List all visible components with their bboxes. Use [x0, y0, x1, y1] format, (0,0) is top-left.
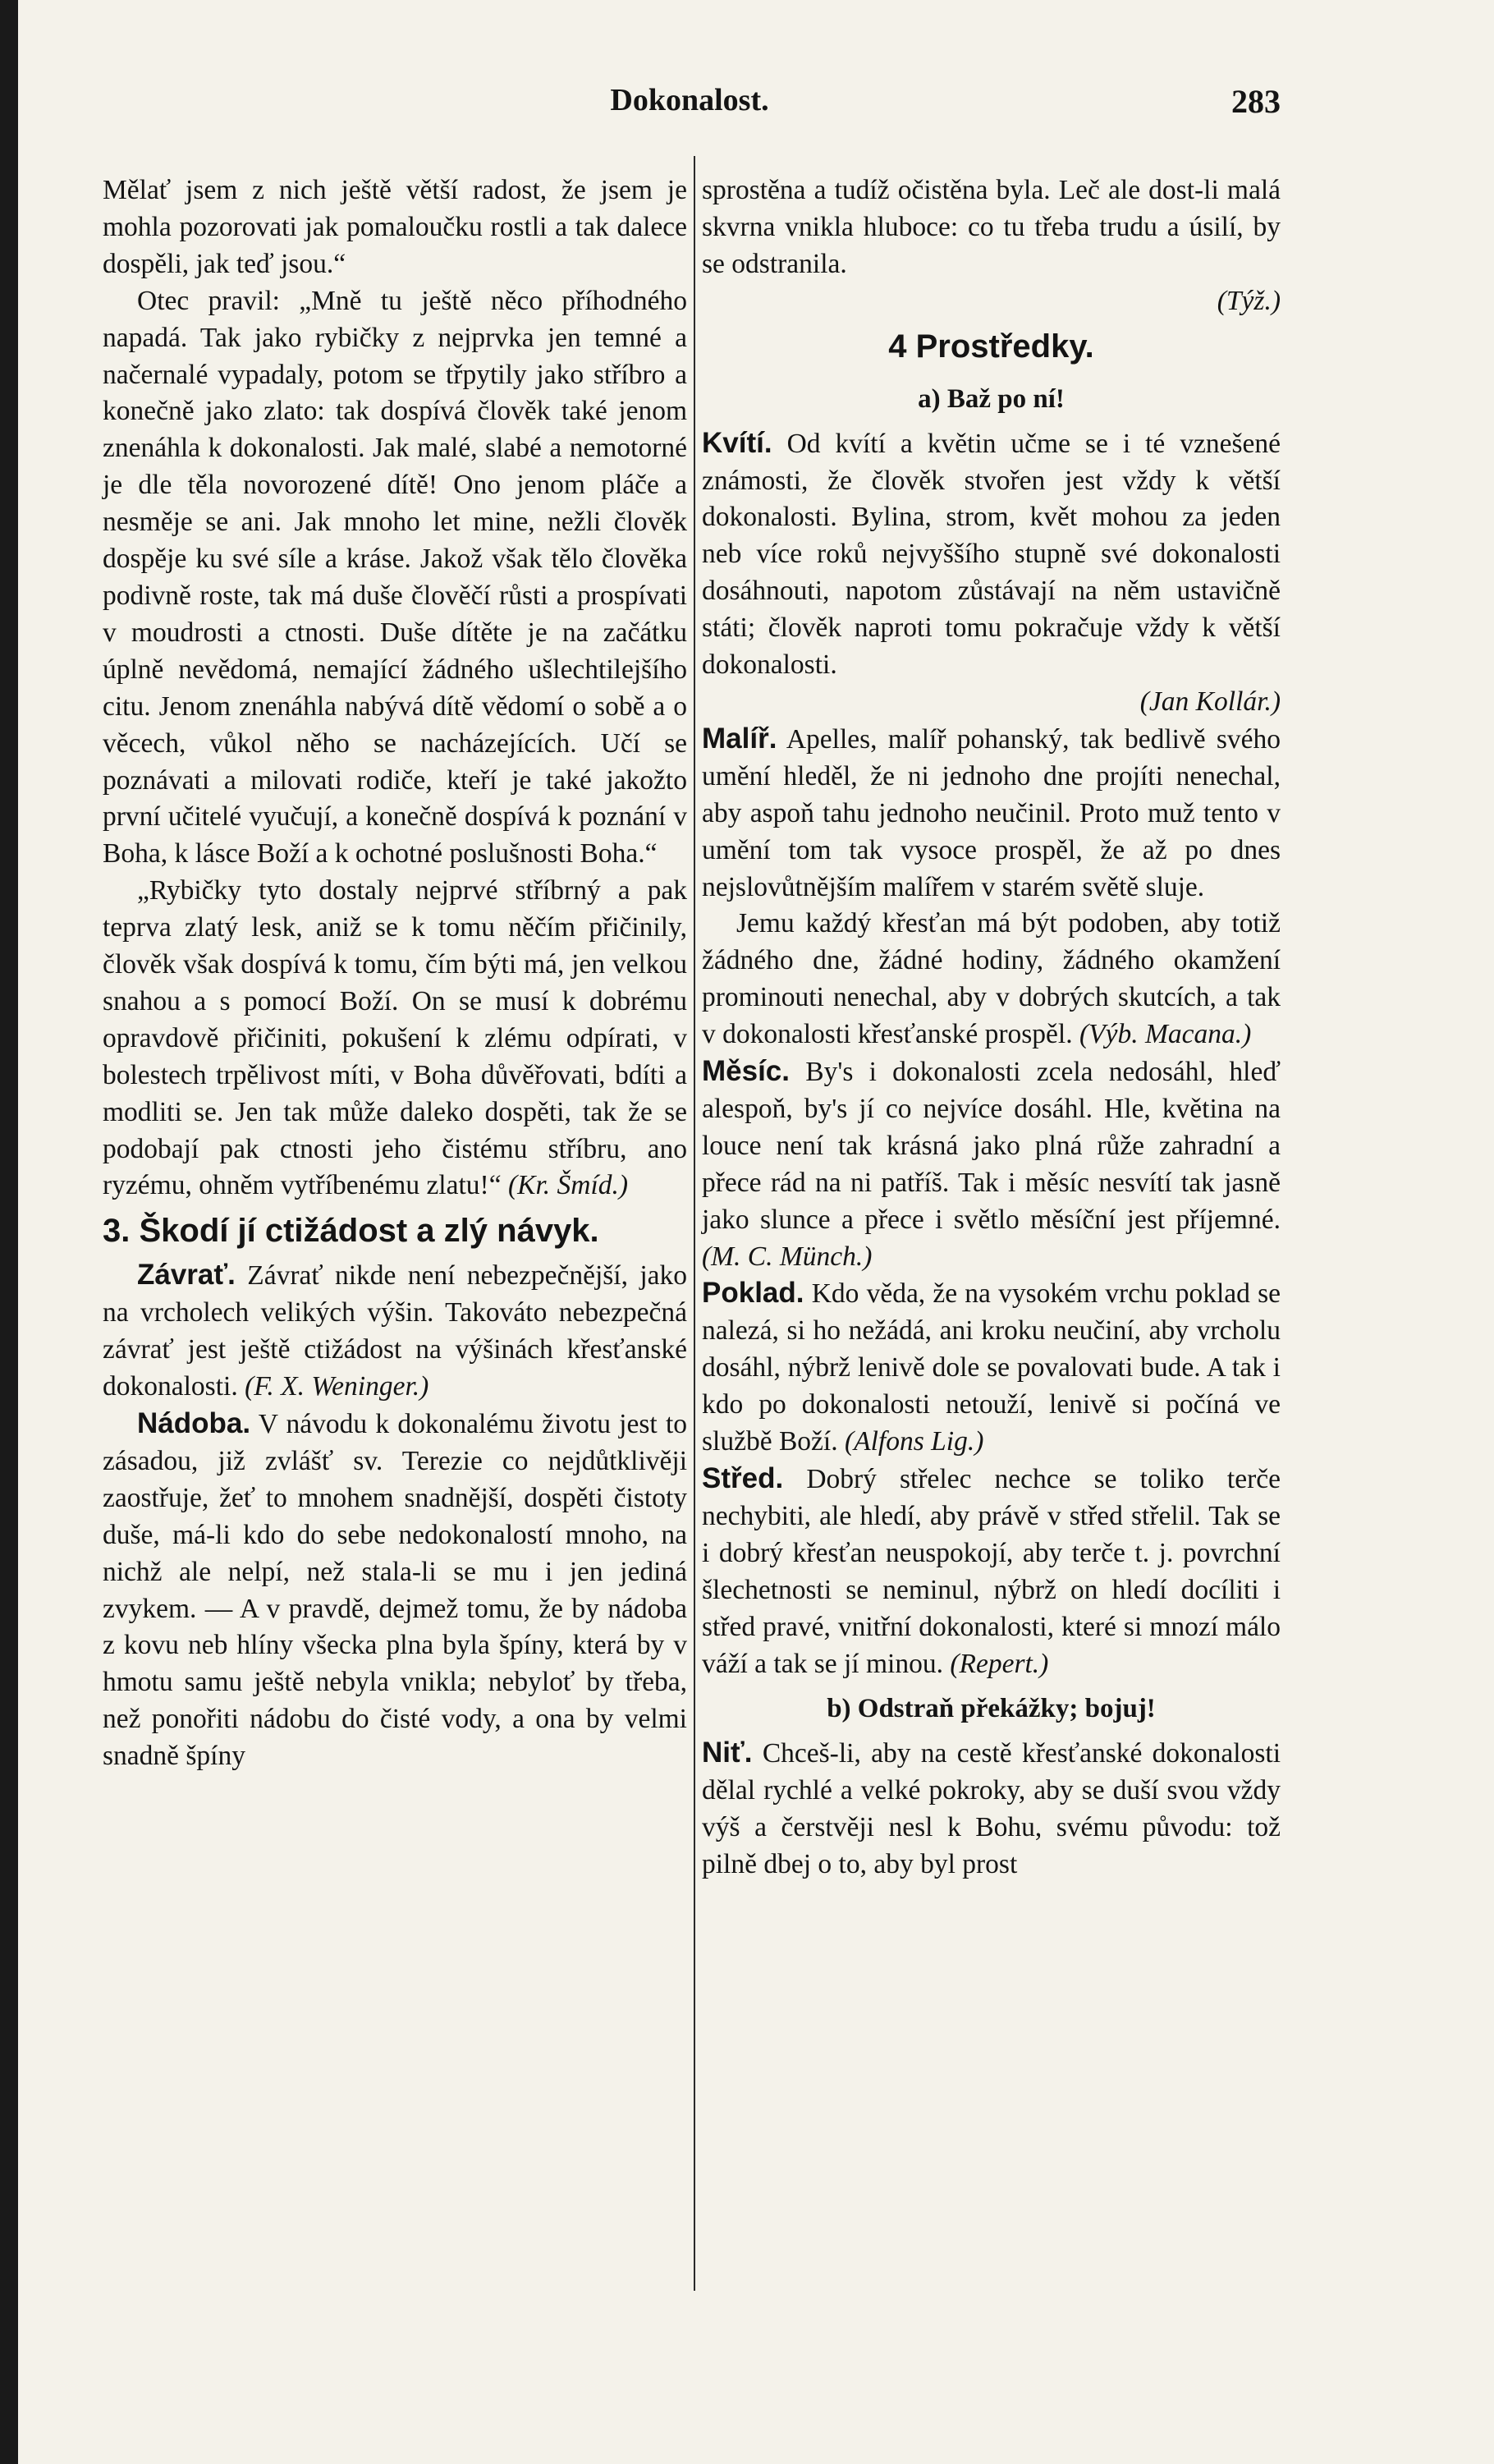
entry-keyword: Poklad.: [702, 1277, 804, 1310]
source-citation: (Týž.): [1217, 285, 1281, 316]
entry-text: Chceš-li, aby na cestě křesťanské dokonalosti dělal rychlé a velké pokroky, aby se duší svou vždy výš a čerstvěji nesl k Bohu, svému původu: tož pilně dbej o to, aby byl prost: [702, 1738, 1281, 1880]
entry-zavrat: [103, 1257, 687, 1406]
paragraph-text: „Rybičky tyto dostaly nejprvé stříbrný a pak teprva zlatý lesk, aniž se k tomu něčím přičinily, člověk však dospívá k tomu, čím býti má, jen velkou snahou a s pomocí Boží. On se musí k dobrému opravdově přičiniti, pokušení k zlému odpírati, v bolestech trpělivost míti, v Boha důvěřovati, bdíti a modliti se. Jen tak může daleko dospěti, tak že se podobají pak ctnosti jeho čistému stříbru, ano ryzému, ohněm vytříbenému zlatu!“: [103, 875, 687, 1201]
left-column: [103, 172, 687, 1775]
entry-text: Závrať nikde není nebezpečnější, jako na vrcholech velikých výšin. Takováto nebezpečná závrať jest ještě ctižádost na výšinách křesťanské dokonalosti.: [103, 1260, 687, 1402]
subsection-heading: b) Odstraň překážky; bojuj!: [827, 1694, 1156, 1724]
entry-malir: [702, 721, 1281, 906]
entry-text: By's i dokonalosti zcela nedosáhl, hleď alespoň, by's jí co nejvíce dosáhl. Hle, květina na louce není tak krásná jako plná růže zahradní a přece rád na ni patříš. Tak i měsíc nesvítí tak jasně jako slunce a přece i světlo měsíční jest příjemné.: [702, 1057, 1281, 1235]
entry-text: Kdo věda, že na vysokém vrchu poklad se nalezá, si ho nežádá, ani kroku neučiní, aby vrcholu dosáhl, nýbrž lenivě dole se povalovati bude. A tak i kdo po dokonalosti netouží, lenivě si počíná ve službě Boží.: [702, 1278, 1281, 1457]
right-column: [702, 172, 1281, 1884]
entry-keyword: Měsíc.: [702, 1055, 790, 1088]
entry-text: Dobrý střelec nechce se toliko terče nechybiti, ale hledí, aby právě v střed střelil. Tak se i dobrý křesťan neuspokojí, aby terče t. j. povrchní šlechetnosti se neminul, nýbrž on hledí docíliti i střed pravé, vnitřní dokonalosti, které si mnozí málo váží a tak se jí minou.: [702, 1464, 1281, 1679]
page-number: 283: [1231, 83, 1281, 120]
entry-keyword: Střed.: [702, 1462, 784, 1494]
section-heading: 4 Prostředky.: [888, 328, 1094, 365]
entry-kviti: [702, 425, 1281, 684]
page-header: [99, 82, 1281, 131]
source-citation: (Jan Kollár.): [1139, 686, 1281, 717]
source-citation: (Výb. Macana.): [1079, 1019, 1252, 1050]
column-divider: [694, 156, 695, 2291]
entry-keyword: Niť.: [702, 1737, 753, 1769]
paragraph: Mělať jsem z nich ještě větší radost, že jsem je mohla pozorovati jak pomaloučku rostli a tak dalece dospěli, jak teď jsou.“: [103, 175, 687, 279]
source-citation: (Alfons Lig.): [844, 1426, 984, 1457]
entry-keyword: Závrať.: [137, 1259, 236, 1292]
section-heading: 3. Škodí jí ctižádost a zlý návyk.: [103, 1213, 599, 1250]
paragraph: [103, 873, 687, 1204]
entry-text: Apelles, malíř pohanský, tak bedlivě svého umění hleděl, že ni jednoho dne projíti nenechal, aby aspoň tahu jednoho neučinil. Proto muž tento v umění tom tak vysoce prospěl, že až po dnes nejslovůtnějším malířem v starém světě sluje.: [702, 723, 1281, 902]
entry-nadoba: [103, 1406, 687, 1775]
paragraph: [702, 906, 1281, 1053]
source-citation: (F. X. Weninger.): [245, 1371, 429, 1402]
entry-stred: [702, 1461, 1281, 1682]
entry-mesic: [702, 1053, 1281, 1275]
running-title: Dokonalost.: [610, 83, 769, 117]
paragraph: Otec pravil: „Mně tu ještě něco příhodného napadá. Tak jako rybičky z nejprvka jen temné a načernalé vypadaly, potom se třpytily jako stříbro a konečně jako zlato: tak dospívá člověk také jenom znenáhla k dokonalosti. Jak malé, slabé a nemotorné je dle těla novorozené dítě! Ono jenom pláče a nesměje se ani. Jak mnoho let mine, nežli člověk dospěje ku své síle a kráse. Jakož však tělo člověka podivně roste, tak má duše člověčí růsti a prospívati v moudrosti a ctnosti. Duše dítěte je na začátku úplně nevědomá, nemající žádného ušlechtilejšího citu. Jenom znenáhla nabývá dítě vědomí o sobě a o věcech, vůkol něho se nacházejících. Učí se poznávati a milovati rodiče, kteří je také jakožto první učitelé vyučují, a konečně dospívá k poznání v Boha, k lásce Boží a k ochotné poslušnosti Boha.“: [103, 285, 687, 870]
entry-text: Od kvítí a květin učme se i té vznešené známosti, že člověk stvořen jest vždy k větší dokonalosti. Bylina, strom, květ mohou za jeden neb více roků nejvyššího stupně své dokonalosti dosáhnouti, napotom zůstávají na něm ustavičně státi; člověk naproti tomu pokračuje vždy k větší dokonalosti.: [702, 428, 1281, 681]
paragraph-text: Jemu každý křesťan má být podoben, aby totiž žádného dne, žádné hodiny, žádného okamžení prominouti nenechal, aby v dobrých skutcích, a tak v dokonalosti křesťanské prospěl.: [702, 908, 1281, 1050]
subsection-heading: a) Baž po ní!: [918, 383, 1065, 414]
entry-poklad: [702, 1275, 1281, 1461]
source-citation: (Kr. Šmíd.): [507, 1170, 629, 1201]
entry-keyword: Kvítí.: [702, 426, 772, 459]
entry-text: V návodu k dokonalému životu jest to zásadou, již zvlášť sv. Terezie co nejdůtklivěji zaostřuje, žeť to mnohem snadnější, dospěti čistoty duše, má-li kdo do sebe nedokonalostí mnoho, na nichž ale nelpí, než stala-li se mu i jen jediná zvykem. — A v pravdě, dejmež tomu, že by nádoba z kovu neb hlíny všecka plna byla špíny, která by v hmotu samu ještě nebyla vnikla; nebyloť by třeba, než ponořiti nádobu do čisté vody, a ona by velmi snadně špíny: [103, 1409, 687, 1772]
entry-nit: [702, 1735, 1281, 1884]
source-citation: (M. C. Münch.): [702, 1241, 873, 1272]
entry-keyword: Nádoba.: [137, 1407, 251, 1439]
paragraph: sprostěna a tudíž očistěna byla. Leč ale dost-li malá skvrna vnikla hluboce: co tu třeba trudu a úsilí, by se odstranila.: [702, 175, 1281, 279]
entry-keyword: Malíř.: [702, 722, 777, 755]
source-citation: (Repert.): [950, 1648, 1049, 1679]
scan-edge: [0, 0, 18, 2464]
